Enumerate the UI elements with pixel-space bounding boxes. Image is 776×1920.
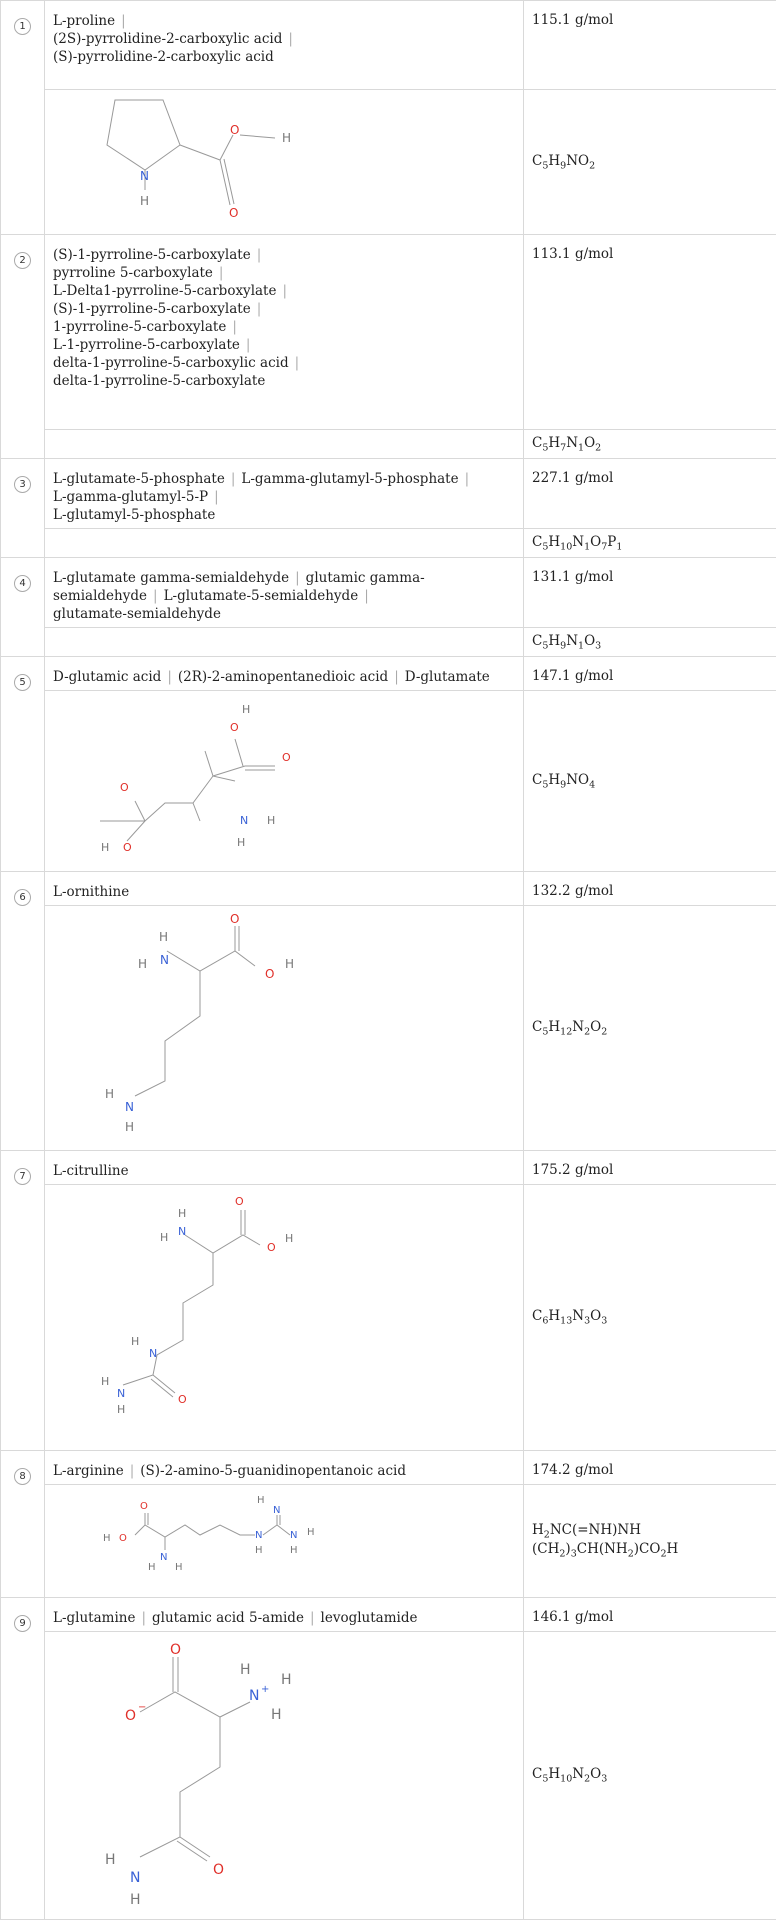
compound-name: glutamic acid 5-amide (152, 1610, 304, 1626)
formula-subscript: 2 (601, 1026, 607, 1037)
atom-label: H (175, 1562, 183, 1573)
atom-label: N (149, 1347, 157, 1360)
table-row (1, 1598, 776, 1632)
atom-label: N (240, 814, 248, 827)
molar-mass: 174.2 g/mol (524, 1451, 776, 1485)
molar-mass: 227.1 g/mol (524, 459, 776, 529)
structure-l-ornithine (45, 906, 524, 1146)
compound-name: levoglutamide (321, 1610, 418, 1626)
formula-part: O (590, 1308, 601, 1324)
atom-label: H (307, 1527, 315, 1538)
table-row (1, 529, 776, 558)
atom-label: N (140, 169, 149, 183)
formula-subscript: 7 (601, 541, 607, 552)
separator: | (240, 337, 257, 353)
separator: | (251, 301, 268, 317)
atom-label: N (117, 1387, 125, 1400)
compound-name: L-ornithine (53, 884, 129, 900)
formula-part: H (548, 153, 560, 169)
formula-part: C (532, 534, 542, 550)
row-index-badge: 4 (14, 575, 31, 592)
atom-label: H (178, 1207, 186, 1220)
atom-label: H (105, 1087, 114, 1101)
compound-name: L-glutamine (53, 1610, 135, 1626)
formula-part: C (532, 772, 542, 788)
structure-l-citrulline (45, 1185, 524, 1446)
structure-cell (45, 1485, 524, 1598)
compound-name: glutamic gamma-semialdehyde (53, 570, 425, 604)
compound-name: L-proline (53, 13, 115, 29)
table-row (1, 1, 776, 90)
separator: | (276, 283, 293, 299)
atom-label: H (105, 1852, 116, 1868)
formula-part: NO (566, 772, 589, 788)
compound-name: delta-1-pyrroline-5-carboxylate (53, 373, 265, 389)
compound-name: (S)-1-pyrroline-5-carboxylate (53, 247, 251, 263)
atom-label: N (130, 1870, 140, 1886)
table-row (1, 872, 776, 906)
formula-subscript: 3 (601, 1774, 607, 1785)
table-row (1, 1185, 776, 1451)
formula-cell (524, 906, 776, 1151)
atom-label: N (160, 953, 169, 967)
table-row (1, 1451, 776, 1485)
formula-part: N (566, 435, 578, 451)
formula-subscript: 12 (560, 1026, 572, 1037)
formula-cell (524, 1185, 776, 1451)
formula-part: N (572, 1766, 584, 1782)
molar-mass: 113.1 g/mol (524, 235, 776, 430)
formula-part: C (532, 1308, 542, 1324)
formula-part: H (548, 1019, 560, 1035)
structure-cell (45, 691, 524, 872)
compound-name: L-gamma-glutamyl-5-phosphate (241, 471, 458, 487)
compound-name: pyrroline 5-carboxylate (53, 265, 213, 281)
formula-subscript: 7 (560, 442, 566, 453)
separator: | (115, 13, 132, 29)
chemical-formula (532, 633, 601, 649)
formula-part: H (548, 633, 560, 649)
atom-label: H (257, 1495, 265, 1506)
atom-label: O (230, 123, 239, 137)
table-row (1, 90, 776, 235)
atom-label: H (267, 814, 275, 827)
formula-cell (524, 90, 776, 235)
atom-label: N (273, 1505, 280, 1516)
formula-part: C (532, 1019, 542, 1035)
atom-label: H (285, 957, 294, 971)
formula-subscript: 2 (544, 1530, 550, 1541)
atom-label: H (117, 1403, 125, 1416)
formula-cell (524, 628, 776, 657)
formula-part: (CH (532, 1541, 559, 1557)
atom-label: O (229, 206, 238, 220)
chemical-formula (532, 1308, 607, 1324)
atom-label: O (230, 912, 239, 926)
separator: | (282, 31, 299, 47)
compound-name: L-glutamate-5-phosphate (53, 471, 225, 487)
row-index-cell (1, 235, 45, 459)
compound-name: L-gamma-glutamyl-5-P (53, 489, 208, 505)
structure-cell (45, 628, 524, 657)
row-index-cell (1, 459, 45, 558)
molar-mass: 175.2 g/mol (524, 1151, 776, 1185)
atom-label: H (148, 1562, 156, 1573)
atom-label: H (131, 1335, 139, 1348)
formula-subscript: 1 (616, 541, 622, 552)
row-index-badge: 9 (14, 1615, 31, 1632)
formula-subscript: 10 (560, 1774, 572, 1785)
formula-subscript: 5 (542, 640, 548, 651)
atom-label: H (285, 1232, 293, 1245)
structure-cell (45, 529, 524, 558)
formula-part: C (532, 153, 542, 169)
names-cell (45, 558, 524, 628)
formula-part: N (572, 1308, 584, 1324)
formula-part: H (548, 1308, 560, 1324)
formula-part: ) (565, 1541, 570, 1557)
formula-subscript: 5 (542, 541, 548, 552)
separator: | (304, 1610, 321, 1626)
compound-name: L-1-pyrroline-5-carboxylate (53, 337, 240, 353)
formula-part: O (584, 633, 595, 649)
row-index-cell (1, 1, 45, 235)
formula-subscript: 5 (542, 779, 548, 790)
formula-subscript: 5 (542, 1026, 548, 1037)
atom-label: O (125, 1708, 136, 1724)
formula-subscript: 2 (628, 1549, 634, 1560)
formula-subscript: 2 (559, 1549, 565, 1560)
formula-subscript: 10 (560, 541, 572, 552)
compound-name: (2R)-2-aminopentanedioic acid (178, 669, 388, 685)
structure-l-glutamine (45, 1632, 524, 1915)
row-index-cell (1, 1451, 45, 1598)
table-row (1, 906, 776, 1151)
names-cell (45, 235, 524, 430)
charge-label: + (261, 1684, 269, 1695)
formula-subscript: 9 (560, 640, 566, 651)
compound-name: L-glutamate-5-semialdehyde (164, 588, 359, 604)
atom-label: H (240, 1662, 251, 1678)
row-index-badge: 7 (14, 1168, 31, 1185)
structure-l-arginine (45, 1485, 524, 1593)
formula-subscript: 13 (560, 1316, 572, 1327)
atom-label: H (242, 703, 250, 716)
separator: | (289, 570, 306, 586)
formula-subscript: 3 (571, 1549, 577, 1560)
molar-mass: 132.2 g/mol (524, 872, 776, 906)
row-index-cell (1, 872, 45, 1151)
row-index-cell (1, 1151, 45, 1451)
chemical-formula (532, 153, 595, 169)
names-cell (45, 459, 524, 529)
formula-subscript: 2 (660, 1549, 666, 1560)
names-cell (45, 1598, 524, 1632)
formula-cell (524, 529, 776, 558)
compound-name: (S)-2-amino-5-guanidinopentanoic acid (140, 1463, 406, 1479)
formula-part: P (607, 534, 616, 550)
atom-label: N (249, 1688, 259, 1704)
formula-cell (524, 691, 776, 872)
formula-cell (524, 1632, 776, 1920)
formula-subscript: 5 (542, 1774, 548, 1785)
atom-label: O (235, 1195, 244, 1208)
formula-subscript: 2 (589, 160, 595, 171)
formula-subscript: 9 (560, 160, 566, 171)
formula-part: NC(=NH)NH (550, 1522, 641, 1538)
formula-subscript: 5 (542, 442, 548, 453)
formula-cell (524, 1485, 776, 1598)
structure-d-glutamic-acid (45, 691, 524, 867)
names-cell (45, 657, 524, 691)
molar-mass: 115.1 g/mol (524, 1, 776, 90)
compound-name: D-glutamic acid (53, 669, 161, 685)
row-index-badge: 2 (14, 252, 31, 269)
formula-subscript: 2 (584, 1774, 590, 1785)
compound-name: L-citrulline (53, 1163, 129, 1179)
atom-label: N (290, 1530, 297, 1541)
compound-name: L-glutamate gamma-semialdehyde (53, 570, 289, 586)
separator: | (135, 1610, 152, 1626)
table-row (1, 558, 776, 628)
atom-label: N (178, 1225, 186, 1238)
formula-part: C (532, 435, 542, 451)
atom-label: N (160, 1552, 167, 1563)
separator: | (459, 471, 476, 487)
formula-subscript: 4 (589, 779, 595, 790)
structure-cell (45, 1632, 524, 1920)
formula-subscript: 1 (578, 442, 584, 453)
formula-subscript: 3 (595, 640, 601, 651)
formula-part: C (532, 633, 542, 649)
atom-label: H (130, 1892, 141, 1908)
formula-part: CH(NH (577, 1541, 628, 1557)
chemical-formula (532, 1522, 678, 1557)
compound-name: L-Delta1-pyrroline-5-carboxylate (53, 283, 276, 299)
table-row (1, 657, 776, 691)
atom-label: O (170, 1642, 181, 1658)
atom-label: O (267, 1241, 276, 1254)
formula-subscript: 1 (584, 541, 590, 552)
atom-label: H (159, 930, 168, 944)
atom-label: H (271, 1707, 282, 1723)
atom-label: O (178, 1393, 187, 1406)
atom-label: O (230, 721, 239, 734)
separator: | (208, 489, 225, 505)
table-row (1, 628, 776, 657)
atom-label: O (265, 967, 274, 981)
formula-part: H (548, 435, 560, 451)
compound-name: (S)-pyrrolidine-2-carboxylic acid (53, 49, 274, 65)
formula-part: C (532, 1766, 542, 1782)
compound-name: 1-pyrroline-5-carboxylate (53, 319, 226, 335)
row-index-badge: 8 (14, 1468, 31, 1485)
names-cell (45, 1, 524, 90)
atom-label: O (120, 781, 129, 794)
formula-part: H (548, 534, 560, 550)
formula-subscript: 6 (542, 1316, 548, 1327)
atom-label: H (255, 1545, 263, 1556)
names-cell (45, 1151, 524, 1185)
atom-label: O (119, 1533, 127, 1544)
chemical-formula (532, 435, 601, 451)
formula-cell (524, 430, 776, 459)
table-row (1, 1632, 776, 1920)
separator: | (213, 265, 230, 281)
atom-label: H (237, 836, 245, 849)
compound-name: (S)-1-pyrroline-5-carboxylate (53, 301, 251, 317)
table-row (1, 1151, 776, 1185)
atom-label: O (123, 841, 132, 854)
formula-part: N (566, 633, 578, 649)
formula-part: O (590, 534, 601, 550)
table-row (1, 691, 776, 872)
formula-subscript: 2 (584, 1026, 590, 1037)
names-cell (45, 872, 524, 906)
atom-label: H (125, 1120, 134, 1134)
separator: | (226, 319, 243, 335)
atom-label: N (125, 1100, 134, 1114)
separator: | (289, 355, 306, 371)
table-row (1, 430, 776, 459)
chemical-formula (532, 1766, 607, 1782)
formula-part: N (572, 534, 584, 550)
formula-subscript: 2 (595, 442, 601, 453)
row-index-badge: 1 (14, 18, 31, 35)
row-index-badge: 3 (14, 476, 31, 493)
structure-cell (45, 1185, 524, 1451)
table-row (1, 1485, 776, 1598)
formula-part: H (532, 1522, 544, 1538)
chemical-formula (532, 534, 622, 550)
formula-part: O (590, 1019, 601, 1035)
row-index-cell (1, 657, 45, 872)
atom-label: O (213, 1862, 224, 1878)
structure-cell (45, 906, 524, 1151)
row-index-cell (1, 1598, 45, 1920)
compound-name: (2S)-pyrrolidine-2-carboxylic acid (53, 31, 282, 47)
row-index-cell (1, 558, 45, 657)
table-row (1, 235, 776, 430)
separator: | (124, 1463, 141, 1479)
compound-name: delta-1-pyrroline-5-carboxylic acid (53, 355, 289, 371)
chemical-formula (532, 1019, 607, 1035)
formula-subscript: 3 (601, 1316, 607, 1327)
structure-cell (45, 430, 524, 459)
structure-l-proline (45, 90, 524, 230)
compound-name: L-arginine (53, 1463, 124, 1479)
formula-part: N (572, 1019, 584, 1035)
chemical-formula (532, 772, 595, 788)
formula-part: O (590, 1766, 601, 1782)
atom-label: H (138, 957, 147, 971)
charge-label: − (138, 1702, 146, 1713)
separator: | (388, 669, 405, 685)
compound-name: D-glutamate (405, 669, 490, 685)
structure-cell (45, 90, 524, 235)
molar-mass: 131.1 g/mol (524, 558, 776, 628)
atom-label: H (140, 194, 149, 208)
formula-part: O (584, 435, 595, 451)
separator: | (147, 588, 164, 604)
formula-subscript: 5 (542, 160, 548, 171)
row-index-badge: 5 (14, 674, 31, 691)
formula-part: NO (566, 153, 589, 169)
table-row (1, 459, 776, 529)
atom-label: O (282, 751, 291, 764)
atom-label: H (282, 131, 291, 145)
separator: | (225, 471, 242, 487)
atom-label: H (281, 1672, 292, 1688)
formula-part: )CO (634, 1541, 661, 1557)
formula-part: H (548, 1766, 560, 1782)
atom-label: H (101, 1375, 109, 1388)
atom-label: O (140, 1501, 148, 1512)
formula-subscript: 1 (578, 640, 584, 651)
row-index-badge: 6 (14, 889, 31, 906)
atom-label: H (101, 841, 109, 854)
formula-subscript: 9 (560, 779, 566, 790)
compound-name: L-glutamyl-5-phosphate (53, 507, 215, 523)
compound-name: glutamate-semialdehyde (53, 606, 221, 622)
atom-label: N (255, 1530, 262, 1541)
atom-label: H (160, 1231, 168, 1244)
separator: | (251, 247, 268, 263)
atom-label: H (290, 1545, 298, 1556)
separator: | (161, 669, 178, 685)
molar-mass: 147.1 g/mol (524, 657, 776, 691)
formula-part: H (548, 772, 560, 788)
molar-mass: 146.1 g/mol (524, 1598, 776, 1632)
formula-subscript: 3 (584, 1316, 590, 1327)
formula-part: H (666, 1541, 678, 1557)
separator: | (358, 588, 375, 604)
names-cell (45, 1451, 524, 1485)
atom-label: H (103, 1533, 111, 1544)
